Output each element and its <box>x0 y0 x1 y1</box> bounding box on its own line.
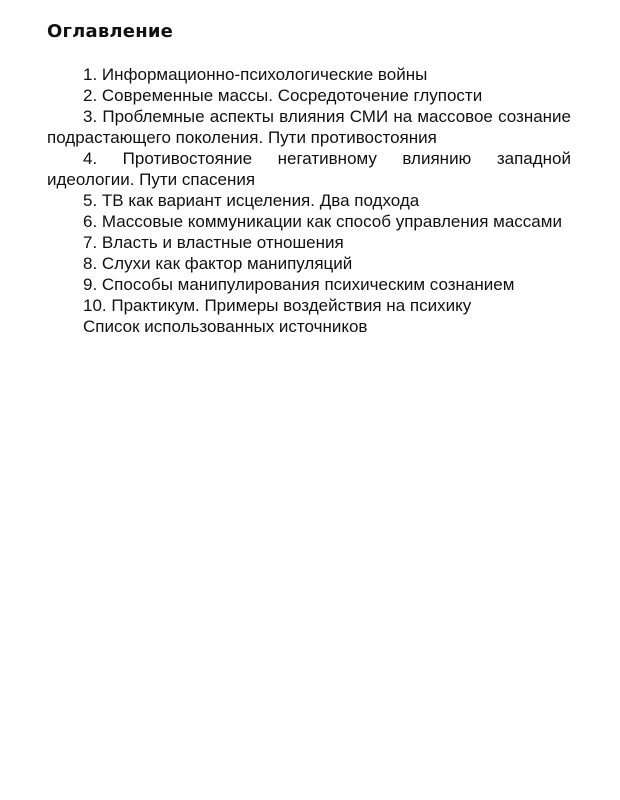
toc-entry: 8. Слухи как фактор манипуляций <box>83 254 353 273</box>
toc-entry: Список использованных источников <box>83 317 368 336</box>
toc-entry: 9. Способы манипулирования психическим сознанием <box>83 275 515 294</box>
toc-entry: 5. ТВ как вариант исцеления. Два подхода <box>83 191 420 210</box>
toc-entry: 3. Проблемные аспекты влияния СМИ на массовое сознание подрастающего поколения. Пути противостояния <box>47 107 571 147</box>
toc-entry: 6. Массовые коммуникации как способ управления массами <box>83 212 562 231</box>
table-of-contents <box>47 64 571 337</box>
toc-entry: 10. Практикум. Примеры воздействия на психику <box>83 296 472 315</box>
toc-entry: 7. Власть и властные отношения <box>83 233 344 252</box>
toc-entry: 1. Информационно-психологические войны <box>83 65 428 84</box>
page-title: Оглавление <box>47 21 174 42</box>
toc-entry: 4. Противостояние негативному влиянию западной идеологии. Пути спасения <box>47 149 571 189</box>
toc-entry: 2. Современные массы. Сосредоточение глупости <box>83 86 483 105</box>
